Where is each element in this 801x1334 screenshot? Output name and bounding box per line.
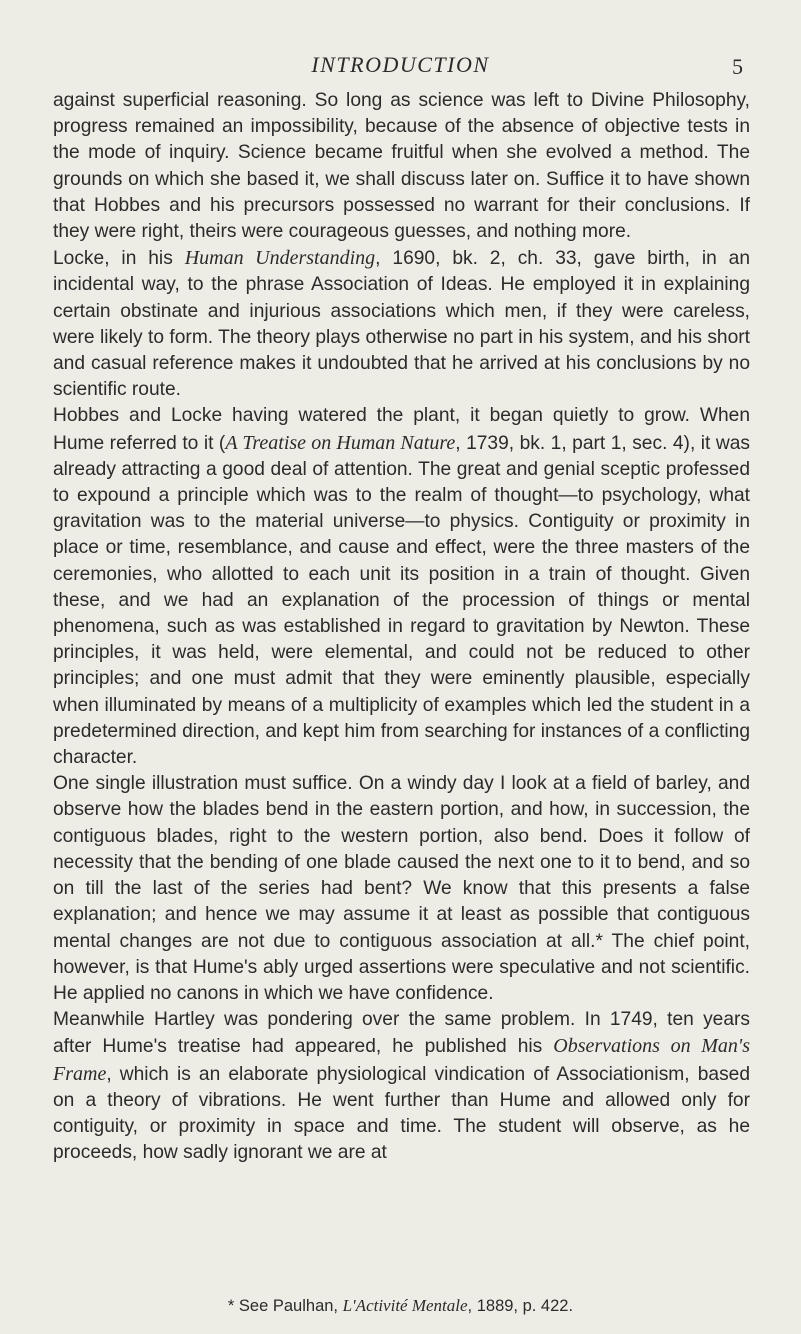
- paragraph: [53, 88, 750, 245]
- page-number: 5: [732, 54, 743, 79]
- paragraph-text: , which is an elaborate physiological vindication of Associationism, based on a theory of vibrations. He went further than Hume and allowed only for contiguity, or proximity in space and time. The student will observe, as he proceeds, how sadly ignorant we are at: [53, 1063, 750, 1164]
- footnote-suffix: , 1889, p. 422.: [467, 1297, 574, 1315]
- paragraph: [53, 1007, 750, 1166]
- paragraph-text: , 1690, bk. 2, ch. 33, gave birth, in an incidental way, to the phrase Association of Ideas. He employed it in explaining certain obstinate and injurious associations which men, if they were careless, were likely to form. The theory plays otherwise no part in his system, and his short and casual reference makes it undoubted that he arrived at his conclusions by no scientific route.: [53, 248, 751, 401]
- paragraph-text: against superficial reasoning. So long as science was left to Divine Philosophy, progress remained an impossibility, because of the absence of objective tests in the mode of inquiry. Science became fruitful when she evolved a method. The grounds on which she based it, we shall discuss later on. Suffice it to have shown that Hobbes and his precursors possessed no warrant for their conclusions. If they were right, theirs were courageous guesses, and nothing more.: [53, 90, 750, 243]
- paragraph: [53, 771, 750, 1007]
- italic-title: Human Understanding: [184, 247, 376, 270]
- paragraph-text: One single illustration must suffice. On a windy day I look at a field of barley, and observe how the blades bend in the eastern portion, and how, in succession, the contiguous blades, right to the western portion, also bend. Does it follow of necessity that the bending of one blade caused the next one to it to bend, and so on till the last of the series had bent? We know that this presents a false explanation; and hence we may assume it at least as possible that contiguous mental changes are not due to contiguous association at all.* The chief point, however, is that Hume's ably urged assertions were speculative and not scientific. He applied no canons in which we have confidence.: [53, 773, 750, 1004]
- running-head: INTRODUCTION: [311, 52, 490, 77]
- page-header: [0, 52, 801, 82]
- paragraph: [53, 403, 750, 771]
- footnote-title: L'Activité Mentale: [342, 1296, 468, 1315]
- body-text: [53, 88, 750, 1166]
- paragraph-text: Hobbes and Locke having watered the plant, it began quietly to grow. When Hume referred to it (: [53, 405, 750, 454]
- footnote: [0, 1296, 801, 1316]
- paragraph-text: Meanwhile Hartley was pondering over the same problem. In 1749, ten years after Hume's treatise had appeared, he published his: [53, 1009, 750, 1058]
- italic-title: A Treatise on Human Nature: [225, 431, 456, 454]
- footnote-prefix: * See Paulhan,: [227, 1297, 343, 1315]
- italic-title: Observations on Man's Frame: [53, 1035, 750, 1085]
- paragraph-text: , 1739, bk. 1, part 1, sec. 4), it was already attracting a good deal of attention. The great and genial sceptic professed to expound a principle which was to the realm of thought—to psychology, what gravitation was to the material universe—to physics. Contiguity or proximity in place or time, resemblance, and cause and effect, were the three masters of the ceremonies, who allotted to each unit its position in a train of thought. Given these, and we had an explanation of the procession of things or mental phenomena, such as was established in regard to gravitation by Newton. These principles, it was held, were elemental, and could not be reduced to other principles; and one must admit that they were eminently plausible, especially when illuminated by means of a multiplicity of examples which led the student in a predetermined direction, and kept him from searching for instances of a conflicting character.: [53, 432, 750, 769]
- paragraph: [53, 245, 750, 403]
- paragraph-text: Locke, in his: [53, 248, 185, 270]
